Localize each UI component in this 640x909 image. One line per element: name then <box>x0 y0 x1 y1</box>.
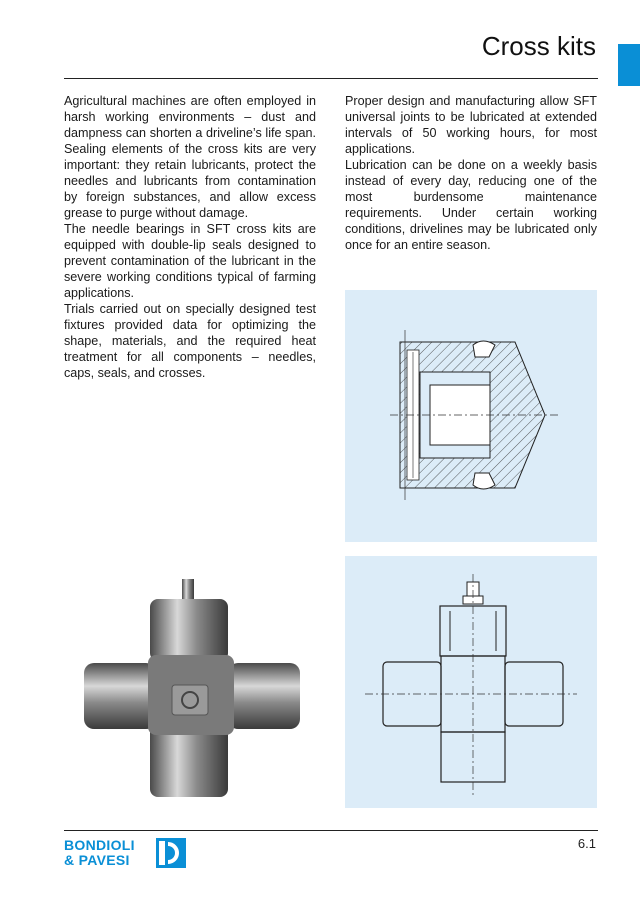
section-tab <box>618 44 640 86</box>
cross-kit-photo <box>78 575 308 800</box>
cross-kit-drawing <box>345 556 597 808</box>
brand-name <box>64 838 135 868</box>
left-text-column <box>64 93 316 381</box>
page-title: Cross kits <box>481 31 596 61</box>
brand-mark-icon <box>156 838 186 868</box>
paragraph: The needle bearings in SFT cross kits are equipped with double-lip seals designed to prevent contamination of the lubricant in the severe working conditions typical of farming applications. <box>64 222 316 300</box>
paragraph: Agricultural machines are often employed in harsh working environments – dust and dampness can shorten a driveline’s life span. Sealing elements of the cross kits are very important: they retain lubricants, protect the needles and lubricants from contamination by foreign substances, and allow excess grease to purge without damage. <box>64 94 316 220</box>
header-divider <box>64 78 598 79</box>
brand-logo <box>64 838 194 874</box>
brand-line-1: BONDIOLI <box>64 837 135 853</box>
paragraph: Proper design and manufacturing allow SFT universal joints to be lubricated at extended intervals of 50 working hours, for most applications. <box>345 94 597 156</box>
right-text-column <box>345 93 597 253</box>
page-number: 6.1 <box>577 836 596 851</box>
brand-line-2: & PAVESI <box>64 852 130 868</box>
paragraph: Lubrication can be done on a weekly basis instead of every day, reducing one of the most burdensome maintenance requirements. Under certain working conditions, drivelines may be lubricated only once for an entire season. <box>345 158 597 252</box>
footer-divider <box>64 830 598 831</box>
paragraph: Trials carried out on specially designed test fixtures provided data for optimizing the shape, materials, and the required heat treatment for all components – needles, caps, seals, and crosses. <box>64 302 316 380</box>
seal-section-drawing <box>345 290 597 542</box>
